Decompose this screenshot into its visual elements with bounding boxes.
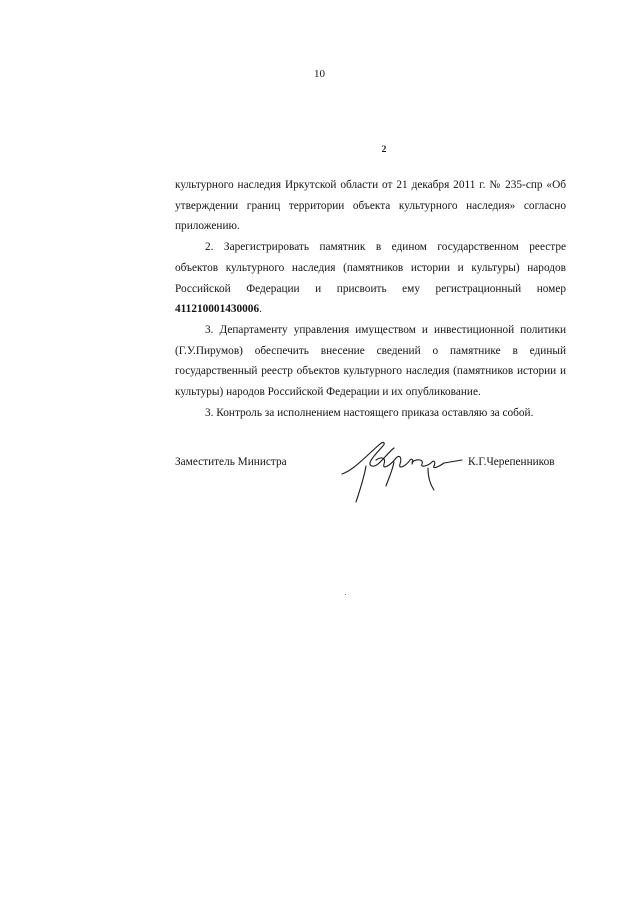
document-body	[175, 175, 566, 423]
paragraph-registration	[175, 237, 566, 320]
page-number: 10	[314, 68, 325, 80]
scan-speck	[345, 594, 346, 595]
paragraph-registration-text: 2. Зарегистрировать памятник в едином государственном реестре объектов культурного наследия (памятников истории и культуры) народов Российской Федерации и присвоить ему регистрационный номер	[175, 241, 566, 295]
paragraph-continuation: культурного наследия Иркутской области от 21 декабря 2011 г. № 235-спр «Об утверждении границ территории объекта культурного наследия» согласно приложению.	[175, 179, 566, 233]
paragraph-control: 3. Контроль за исполнением настоящего приказа оставляю за собой.	[205, 406, 534, 419]
paragraph-registration-end: .	[259, 303, 262, 316]
sheet-number: 2	[381, 145, 387, 155]
handwritten-signature	[336, 436, 466, 506]
paragraph-department: 3. Департаменту управления имуществом и инвестиционной политики (Г.У.Пирумов) обеспечить внесение сведений о памятнике в единый государственный реестр объектов культурного наследия (памятников истории и культуры) народов Российской Федерации и их опубликование.	[175, 323, 566, 399]
registration-number: 411210001430006	[175, 303, 260, 316]
signer-title: Заместитель Министра	[175, 456, 287, 468]
signer-name: К.Г.Черепенников	[468, 456, 555, 468]
